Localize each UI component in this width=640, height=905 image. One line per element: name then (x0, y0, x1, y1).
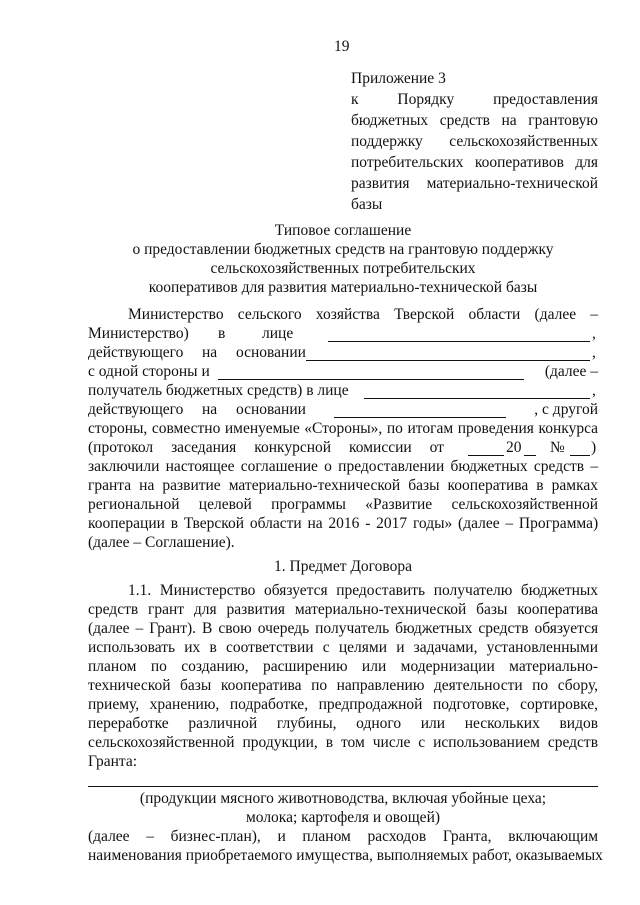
blank-field (468, 440, 504, 456)
preamble-line: (далее – Соглашение). (88, 534, 235, 551)
body-line: (далее – Грант). В свою очередь получатель бюджетных средств обязуется (88, 620, 599, 637)
hint-line: (продукции мясного животноводства, включая убойные цеха; (139, 790, 547, 807)
body-line: переработке различной глубины, одного или нескольких видов (88, 715, 599, 732)
page-number: 19 (334, 38, 350, 55)
heading-line: кооперативов для развития материально-технической базы (148, 279, 538, 296)
preamble-line: Министерство) в лице , (88, 325, 596, 342)
blank-field (328, 326, 590, 342)
preamble-line: с одной стороны и (далее – (88, 363, 598, 380)
preamble-line: действующего на основании , с другой (88, 401, 598, 418)
body-line: средств грант для развития материально-технической базы кооператива (88, 601, 599, 618)
blank-line (88, 786, 598, 787)
preamble-line: получатель бюджетных средств) в лице , (88, 382, 596, 399)
body-line: 1.1. Министерство обязуется предоставить получателю бюджетных (128, 582, 599, 599)
body-line: технической базы кооператива по направлению деятельности по сбору, (88, 677, 599, 694)
blank-field (334, 402, 506, 418)
appendix-line: потребительских кооперативов для (351, 154, 599, 171)
preamble-line: региональной целевой программы «Развитие сельскохозяйственной (88, 496, 599, 513)
blank-field (364, 383, 590, 399)
preamble-line: гранта на развитие материально-технической базы кооператива в рамках (88, 477, 599, 494)
hint-line: молока; картофеля и овощей) (245, 809, 441, 826)
section-title: 1. Предмет Договора (274, 558, 412, 575)
blank-field (306, 345, 590, 361)
preamble-line: кооперации в Тверской области на 2016 - 2017 годы» (далее – Программа) (88, 515, 599, 532)
preamble-line: стороны, совместно именуемые «Стороны», по итогам проведения конкурса (88, 420, 599, 437)
blank-field (570, 440, 590, 456)
preamble-line: Министерство сельского хозяйства Тверской области (далее – (128, 306, 599, 323)
body-line: наименования приобретаемого имущества, выполняемых работ, оказываемых (88, 847, 603, 864)
heading-line: сельскохозяйственных потребительских (210, 260, 476, 277)
preamble-line: заключили настоящее соглашение о предоставлении бюджетных средств – (88, 458, 599, 475)
appendix-line: бюджетных средств на грантовую (351, 112, 599, 129)
heading-line: Типовое соглашение (274, 222, 412, 239)
body-line: (далее – бизнес-план), и планом расходов Гранта, включающим (88, 828, 599, 845)
appendix-line: развития материально-технической (351, 175, 598, 192)
body-line: сельскохозяйственной продукции, в том числе с использованием средств (88, 734, 599, 751)
appendix-line: базы (351, 196, 383, 213)
appendix-title: Приложение 3 (351, 70, 446, 87)
appendix-line: поддержку сельскохозяйственных (351, 133, 598, 150)
blank-field (218, 364, 524, 380)
body-line: приему, хранению, подработке, предпродажной подготовке, сортировке, (88, 696, 599, 713)
body-line: планом по созданию, расширению или модернизации материально- (88, 658, 599, 675)
preamble-line: (протокол заседания конкурсной комиссии от 20 № ) (88, 439, 597, 456)
heading-line: о предоставлении бюджетных средств на грантовую поддержку (132, 241, 554, 258)
body-line: использовать их в соответствии с целями и задачами, установленными (88, 639, 599, 656)
preamble-line: действующего на основании , (88, 344, 596, 361)
appendix-line: к Порядку предоставления (351, 91, 599, 108)
blank-field (524, 440, 536, 456)
body-line: Гранта: (88, 753, 138, 770)
